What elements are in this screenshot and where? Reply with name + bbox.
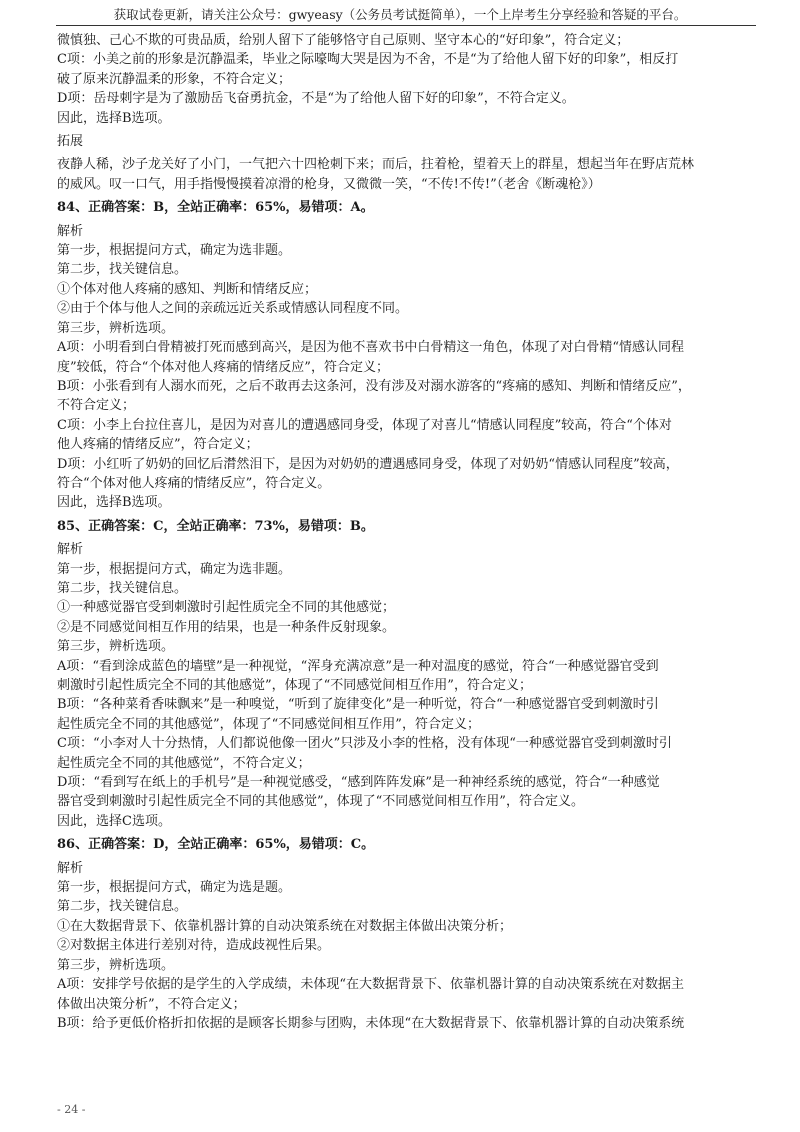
text-line: 86、正确答案：D，全站正确率：65%，易错项：C。 [57, 837, 375, 853]
text-line: 体做出决策分析”，不符合定义； [57, 996, 246, 1012]
text-line: 第三步，辨析选项。 [57, 639, 175, 655]
text-line: 第二步，找关键信息。 [57, 899, 188, 915]
text-line: ①一种感觉器官受到刺激时引起性质完全不同的其他感觉； [57, 600, 396, 616]
header-divider [56, 25, 756, 26]
text-line: D项：“看到写在纸上的手机号”是一种视觉感受，“感到阵阵发麻”是一种神经系统的感觉，符合“一种感觉 [57, 775, 660, 791]
text-line: 起性质完全不同的其他感觉”，不符合定义； [57, 755, 311, 771]
text-line: ①个体对他人疼痛的感知、判断和情绪反应； [57, 281, 318, 297]
page-number: - 24 - [57, 1103, 86, 1116]
text-line: 第二步，找关键信息。 [57, 262, 188, 278]
text-line: 因此，选择C选项。 [57, 813, 171, 829]
text-line: 解析 [57, 542, 84, 558]
text-line: 刺激时引起性质完全不同的其他感觉”，体现了“不同感觉间相互作用”，符合定义； [57, 678, 532, 693]
text-line: 因此，选择B选项。 [57, 110, 171, 126]
text-line: A项：小明看到白骨精被打死而感到高兴，是因为他不喜欢书中白骨精这一角色，体现了对白骨精“情感认同程 [57, 340, 685, 356]
text-line: D项：小红听了奶奶的回忆后潸然泪下，是因为对奶奶的遭遇感同身受，体现了对奶奶“情感认同程度”较高， [57, 456, 679, 472]
text-line: 第一步，根据提问方式，确定为选是题。 [57, 880, 292, 896]
text-line: A项：“看到涂成蓝色的墙壁”是一种视觉，“浑身充满凉意”是一种对温度的感觉，符合“一种感觉器官受到 [57, 658, 659, 674]
text-line: C项：小李上台拉住喜儿，是因为对喜儿的遭遇感同身受，体现了对喜儿“情感认同程度”较高，符合“个体对 [57, 417, 672, 433]
text-line: 解析 [57, 860, 84, 876]
text-line: ②由于个体与他人之间的亲疏远近关系或情感认同程度不同。 [57, 301, 409, 317]
text-line: 85、正确答案：C，全站正确率：73%，易错项：B。 [57, 518, 374, 534]
text-line: 的威风。叹一口气，用手指慢慢摸着凉滑的枪身，又微微一笑，“不传!不传!”（老舍《断魂枪》） [57, 176, 601, 192]
document-body [57, 31, 757, 1033]
text-line: ①在大数据背景下、依靠机器计算的自动决策系统在对数据主体做出决策分析； [57, 918, 513, 934]
text-line: 第三步，辨析选项。 [57, 320, 175, 336]
text-line: C项：小美之前的形象是沉静温柔，毕业之际嚎啕大哭是因为不舍，不是“为了给他人留下好的印象”，相反打 [57, 52, 679, 68]
text-line: 解析 [57, 223, 84, 239]
text-line: 第一步，根据提问方式，确定为选非题。 [57, 561, 292, 577]
text-line: 第一步，根据提问方式，确定为选非题。 [57, 243, 292, 259]
text-line: 符合“个体对他人疼痛的情绪反应”，符合定义。 [57, 475, 331, 491]
text-line: 度”较低，符合“个体对他人疼痛的情绪反应”，符合定义； [57, 359, 389, 375]
text-line: B项：“各种菜肴香味飘来”是一种嗅觉，“听到了旋律变化”是一种听觉，符合“一种感觉器官受到刺激时引 [57, 697, 659, 713]
text-line: ②是不同感觉间相互作用的结果，也是一种条件反射现象。 [57, 619, 396, 635]
text-line: 器官受到刺激时引起性质完全不同的其他感觉”，体现了“不同感觉间相互作用”，符合定义。 [57, 794, 584, 810]
text-line: ②对数据主体进行差别对待，造成歧视性后果。 [57, 938, 331, 954]
text-line: 起性质完全不同的其他感觉”，体现了“不同感觉间相互作用”，符合定义； [57, 716, 480, 732]
page-header: 获取试卷更新，请关注公众号：gwyeasy（公务员考试挺简单），一个上岸考生分享经验和答疑的平台。 [113, 7, 687, 22]
text-line: D项：岳母刺字是为了激励岳飞奋勇抗金，不是“为了给他人留下好的印象”，不符合定义。 [57, 91, 575, 107]
text-line: 夜静人稀，沙子龙关好了小门，一气把六十四枪刺下来；而后，拄着枪，望着天上的群星，想起当年在野店荒林 [57, 157, 695, 173]
text-line: 微慎独、己心不欺的可贵品质，给别人留下了能够恪守自己原则、坚守本心的“好印象”，符合定义； [57, 33, 630, 48]
text-line: 拓展 [57, 134, 84, 150]
text-line: B项：小张看到有人溺水而死，之后不敢再去这条河，没有涉及对溺水游客的“疼痛的感知、判断和情绪反应”， [57, 378, 691, 394]
text-line: 第三步，辨析选项。 [57, 957, 175, 973]
text-line: 84、正确答案：B，全站正确率：65%，易错项：A。 [57, 200, 374, 216]
text-line: 因此，选择B选项。 [57, 495, 171, 511]
text-line: 破了原来沉静温柔的形象，不符合定义； [57, 71, 292, 87]
text-line: 他人疼痛的情绪反应”，符合定义； [57, 437, 259, 453]
text-line: 不符合定义； [57, 398, 136, 414]
text-line: B项：给予更低价格折扣依据的是顾客长期参与团购，未体现“在大数据背景下、依靠机器计算的自动决策系统 [57, 1015, 685, 1031]
text-line: C项：“小李对人十分热情，人们都说他像一团火”只涉及小李的性格，没有体现“一种感觉器官受到刺激时引 [57, 736, 672, 752]
text-line: A项：安排学号依据的是学生的入学成绩，未体现“在大数据背景下、依靠机器计算的自动决策系统在对数据主 [57, 977, 685, 993]
text-line: 第二步，找关键信息。 [57, 580, 188, 596]
